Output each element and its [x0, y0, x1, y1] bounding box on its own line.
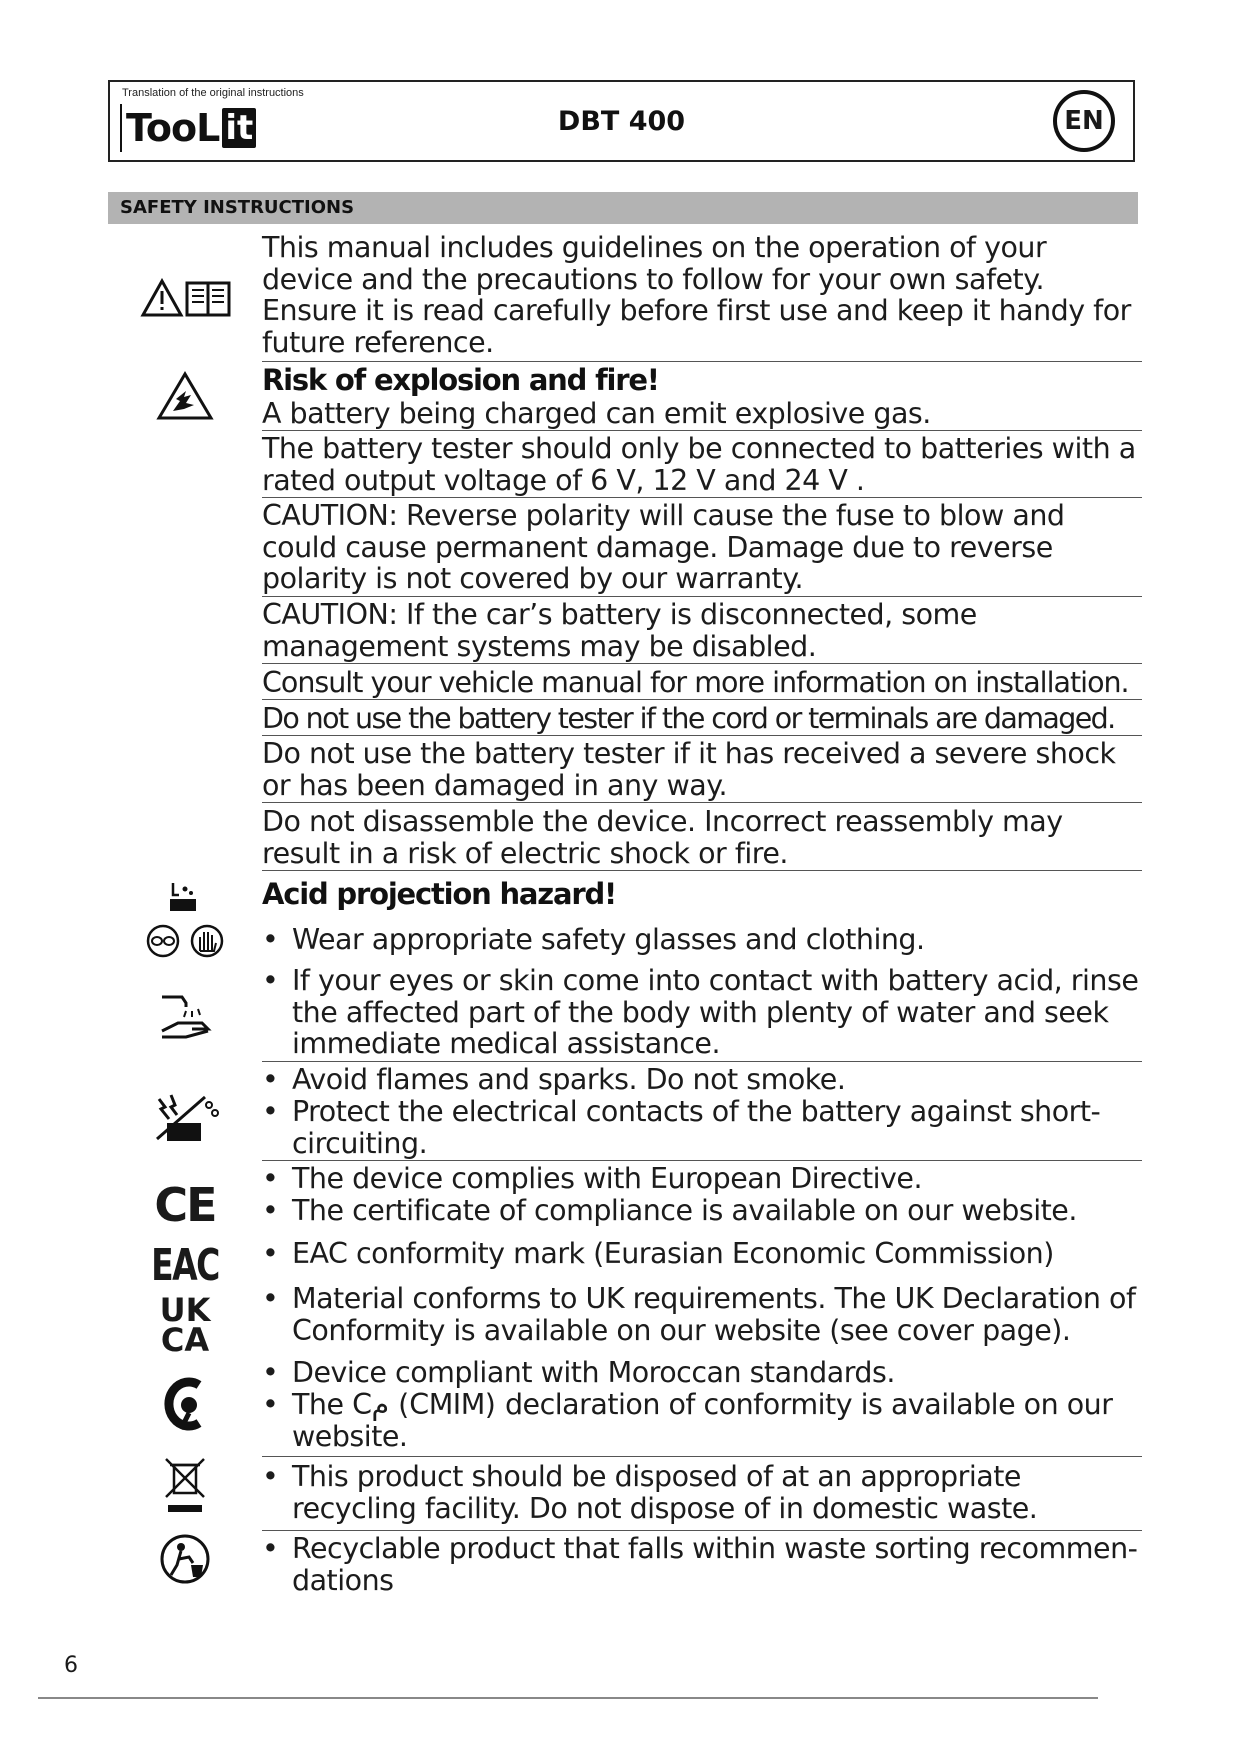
- eac-mark-icon: EAC: [151, 1239, 219, 1291]
- model-title: DBT 400: [557, 106, 686, 137]
- cmim-mark-icon: [158, 1374, 212, 1434]
- consult-manual-notice: Consult your vehicle manual for more information on installation.: [262, 667, 1142, 700]
- damaged-cord-notice: Do not use the battery tester if the cord or terminals are damaged.: [262, 703, 1142, 736]
- rinse-hand-icon: [155, 988, 215, 1044]
- section-title: SAFETY INSTRUCTIONS: [108, 192, 1138, 224]
- ukca-mark-icon: [150, 1290, 220, 1360]
- severe-shock-notice: Do not use the battery tester if it has received a severe shock or has been damaged in any way.: [262, 738, 1142, 803]
- logo-text: TooL: [126, 106, 220, 150]
- explosion-text: A battery being charged can emit explosive gas.: [262, 398, 1142, 431]
- goggles-gloves-icon: [145, 922, 225, 960]
- cmim-bullet: • The Cم (CMIM) declaration of conformity is available on our website.: [262, 1389, 1142, 1457]
- manual-notice: This manual includes guidelines on the operation of your device and the precautions to follow for your own safety. Ensure it is read carefully before first use and keep it handy for future reference.: [262, 232, 1142, 362]
- recyclable-bullet: • Recyclable product that falls within waste sorting recommen-dations: [262, 1533, 1142, 1596]
- explosion-heading: Risk of explosion and fire!: [262, 363, 659, 397]
- ce-directive-bullet: • The device complies with European Directive.: [262, 1163, 1142, 1195]
- footer-divider: [38, 1697, 1098, 1699]
- eac-bullet: • EAC conformity mark (Eurasian Economic Commission): [262, 1238, 1142, 1270]
- ce-mark-icon: CE: [154, 1178, 216, 1232]
- recycling-bullet: • This product should be disposed of at an appropriate recycling facility. Do not dispose of in domestic waste.: [262, 1461, 1142, 1531]
- flames-bullet: • Avoid flames and sparks. Do not smoke.: [262, 1064, 1142, 1096]
- battery-acid-icon: [164, 876, 202, 914]
- logo-it-box: it: [222, 108, 256, 148]
- weee-bin-icon: [160, 1456, 210, 1518]
- explosion-warning-icon: [155, 370, 215, 422]
- document-header: [108, 80, 1135, 162]
- explosion-block: [262, 364, 1142, 396]
- ce-certificate-bullet: • The certificate of compliance is available on our website.: [262, 1195, 1142, 1227]
- disassemble-notice: Do not disassemble the device. Incorrect reassembly may result in a risk of electric shock or fire.: [262, 806, 1142, 871]
- recycling-sort-icon: [158, 1532, 212, 1586]
- voltage-notice: The battery tester should only be connected to batteries with a rated output voltage of 6 V, 12 V and 24 V .: [262, 433, 1142, 498]
- rinse-bullet: • If your eyes or skin come into contact with battery acid, rinse the affected part of the body with plenty of water and seek immediate medical assistance.: [262, 965, 1142, 1062]
- glasses-bullet: • Wear appropriate safety glasses and clothing.: [262, 924, 1142, 956]
- language-badge: EN: [1053, 90, 1115, 152]
- translation-note: Translation of the original instructions: [122, 87, 304, 99]
- ukca-bottom: CA: [160, 1321, 210, 1359]
- polarity-caution: CAUTION: Reverse polarity will cause the fuse to blow and could cause permanent damage. Damage due to reverse polarity is not covered by our warranty.: [262, 500, 1142, 597]
- ukca-top: UK: [159, 1291, 211, 1329]
- acid-heading: Acid projection hazard!: [262, 877, 617, 911]
- ukca-bullet: • Material conforms to UK requirements. The UK Declaration of Conformity is available on our website (see cover page).: [262, 1283, 1142, 1346]
- disconnect-caution: CAUTION: If the car’s battery is disconnected, some management systems may be disabled.: [262, 599, 1142, 664]
- no-flames-icon: [150, 1090, 224, 1146]
- short-circuit-bullet: • Protect the electrical contacts of the battery against short-circuiting.: [262, 1096, 1142, 1161]
- page-number: 6: [64, 1653, 78, 1678]
- morocco-bullet: • Device compliant with Moroccan standards.: [262, 1357, 1142, 1389]
- warning-manual-icon: [140, 276, 232, 320]
